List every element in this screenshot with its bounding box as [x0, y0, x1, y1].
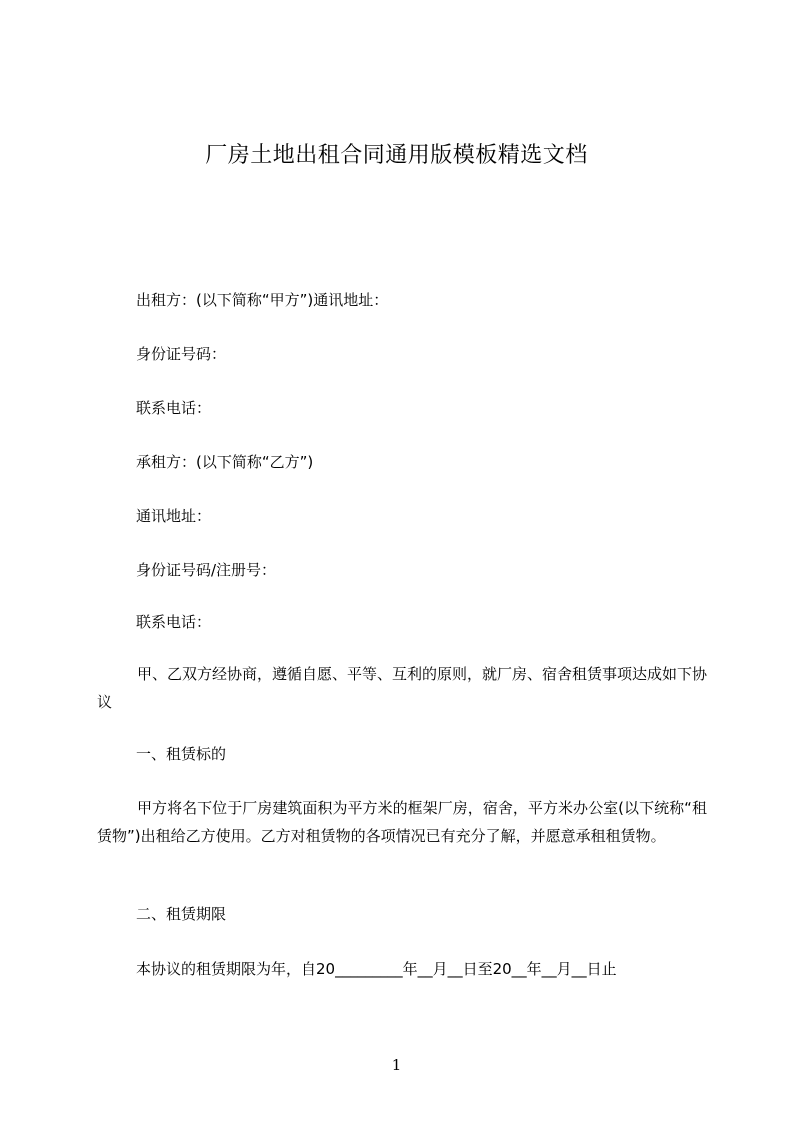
lessor-phone-line: 联系电话： — [136, 399, 212, 417]
section-2-heading: 二、租赁期限 — [136, 905, 227, 923]
lessee-id-line: 身份证号码/注册号： — [136, 561, 277, 579]
lessee-phone-line: 联系电话： — [136, 613, 212, 631]
lessor-line: 出租方：(以下简称“甲方”)通讯地址： — [136, 291, 389, 309]
document-title: 厂房土地出租合同通用版模板精选文档 — [205, 143, 588, 168]
section-2-body: 本协议的租赁期限为年，自20_________年__月__日至20__年__月__日止 — [136, 960, 617, 978]
page-number: 1 — [391, 1056, 402, 1074]
intro-paragraph: 甲、乙双方经协商，遵循自愿、平等、互利的原则，就厂房、宿舍租赁事项达成如下协议 — [97, 665, 708, 711]
lessor-id-line: 身份证号码： — [136, 345, 227, 363]
lessee-line: 承租方：(以下简称“乙方”) — [136, 453, 314, 471]
section-1-heading: 一、租赁标的 — [136, 745, 227, 763]
lessee-address-line: 通讯地址： — [136, 507, 212, 525]
section-1-body: 甲方将名下位于厂房建筑面积为平方米的框架厂房，宿舍，平方米办公室(以下统称“租赁物”)出租给乙方使用。乙方对租赁物的各项情况已有充分了解，并愿意承租租赁物。 — [97, 799, 707, 845]
